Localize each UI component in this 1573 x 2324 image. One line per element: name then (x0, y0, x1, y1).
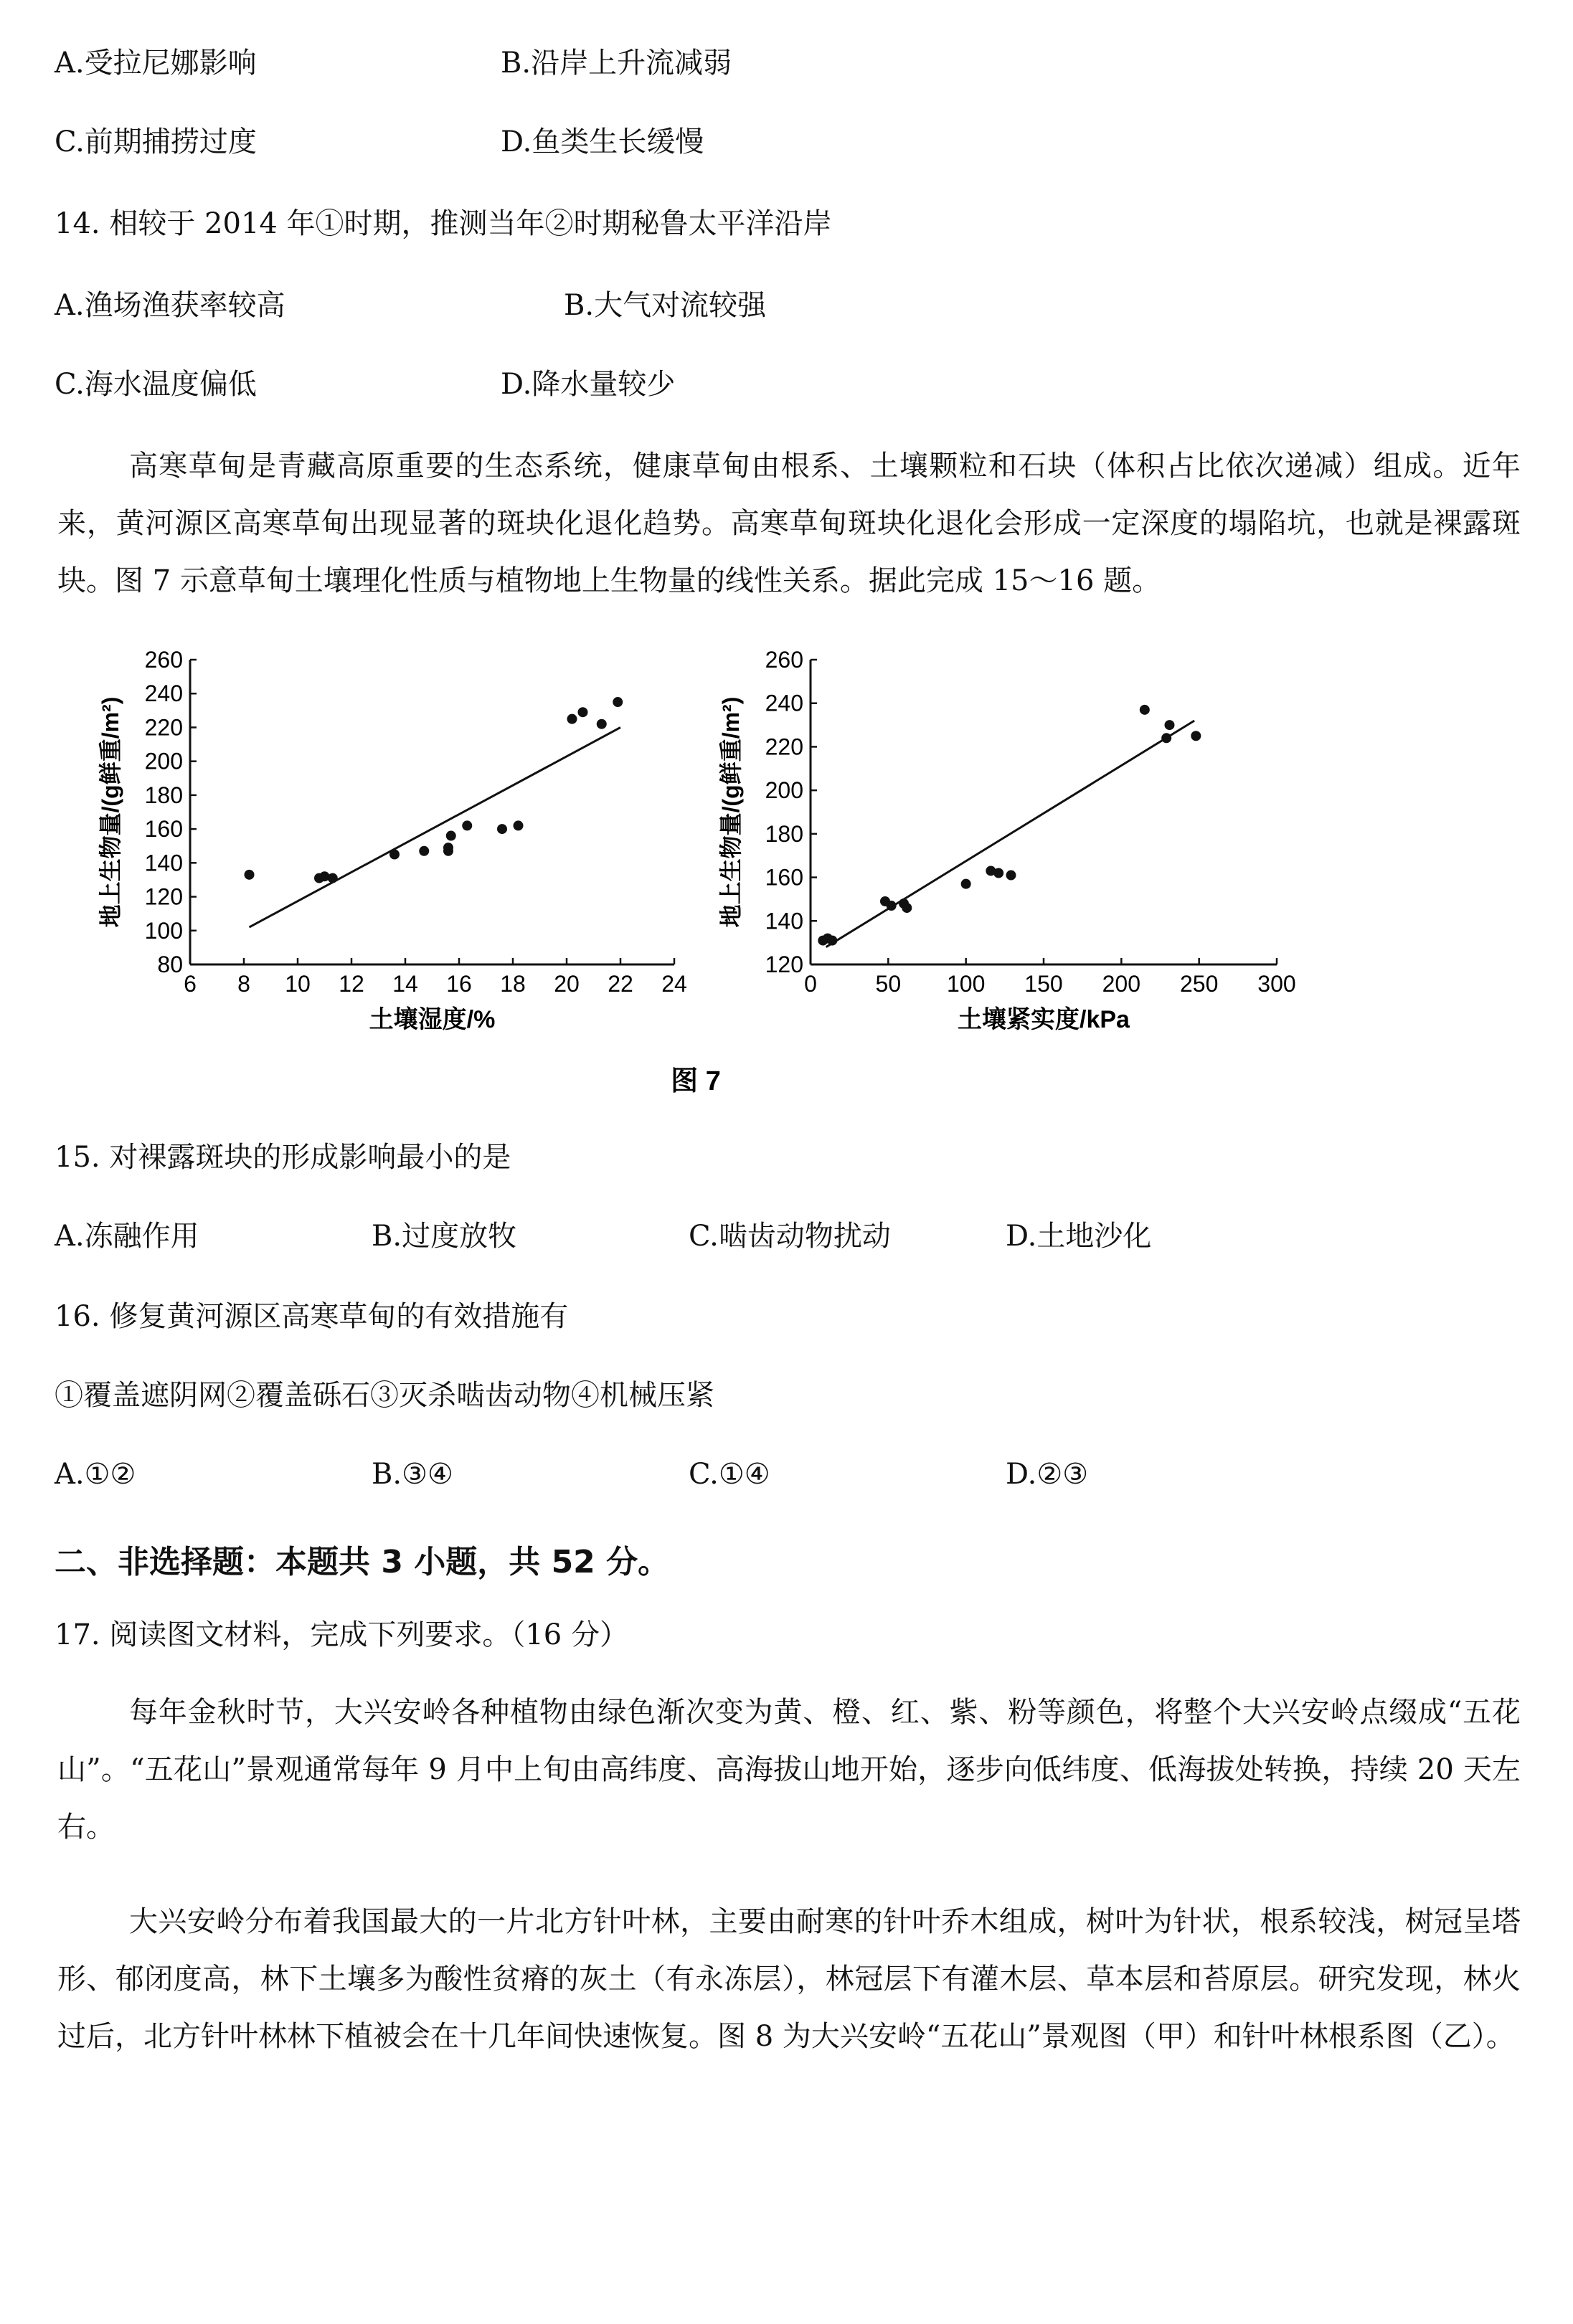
q16-option-c: C.①④ (689, 1458, 770, 1491)
x-tick-label: 22 (608, 971, 633, 997)
figure-caption: 图 7 (671, 1066, 721, 1096)
data-point (245, 870, 255, 880)
y-tick-label: 220 (765, 734, 803, 760)
q16-stem: 16. 修复黄河源区高寒草甸的有效措施有 (55, 1300, 569, 1333)
y-tick-label: 180 (144, 782, 183, 808)
x-tick-label: 200 (1102, 971, 1141, 997)
x-tick-label: 8 (237, 971, 250, 997)
figure-7 (65, 631, 1356, 1104)
figure-7-svg (65, 631, 1356, 1104)
x-tick-label: 150 (1024, 971, 1063, 997)
x-tick-label: 250 (1179, 971, 1219, 997)
q13-option-c: C.前期捕捞过度 (55, 125, 257, 158)
y-tick-label: 220 (144, 714, 183, 741)
x-tick-label: 100 (946, 971, 986, 997)
y-tick-label: 160 (765, 864, 803, 891)
y-axis-label: 地上生物量/(g鲜重/m²) (718, 696, 744, 928)
q14-option-c: C.海水温度偏低 (55, 368, 257, 401)
q17-paragraph-1: 每年金秋时节，大兴安岭各种植物由绿色渐次变为黄、橙、红、紫、粉等颜色，将整个大兴安岭点缀成“五花山”。“五花山”景观通常每年 9 月中上旬由高纬度、高海拔山地开始，逐步向低纬度、低海拔处转换，持续 20 天左右。 (57, 1696, 1521, 1844)
q15-option-d: D.土地沙化 (1006, 1220, 1152, 1253)
x-tick-label: 12 (339, 971, 364, 997)
data-point (961, 879, 971, 889)
y-tick-label: 160 (144, 816, 183, 843)
chart-soil-moisture (98, 647, 687, 1033)
data-point (887, 901, 897, 911)
data-point (613, 697, 623, 707)
x-tick-label: 10 (285, 971, 311, 997)
q15-option-b: B.过度放牧 (372, 1220, 517, 1253)
y-tick-label: 80 (157, 952, 183, 977)
passage-15-16: 高寒草甸是青藏高原重要的生态系统，健康草甸由根系、土壤颗粒和石块（体积占比依次递减）组成。近年来，黄河源区高寒草甸出现显著的斑块化退化趋势。高寒草甸斑块化退化会形成一定深度的塌陷坑，也就是裸露斑块。图 7 示意草甸土壤理化性质与植物地上生物量的线性关系。据此完成 15～16 题。 (57, 450, 1521, 597)
q16-option-b: B.③④ (372, 1458, 453, 1491)
y-tick-label: 120 (144, 883, 183, 910)
y-tick-label: 260 (144, 647, 183, 673)
y-tick-label: 260 (765, 647, 803, 673)
data-point (514, 820, 524, 830)
q13-option-a: A.受拉尼娜影响 (55, 47, 257, 80)
x-axis-label: 土壤湿度/% (369, 1006, 496, 1033)
x-tick-label: 20 (554, 971, 580, 997)
x-tick-label: 300 (1257, 971, 1296, 997)
data-point (597, 719, 607, 729)
q16-option-d: D.②③ (1006, 1458, 1089, 1491)
data-point (419, 846, 429, 856)
y-tick-label: 140 (144, 850, 183, 876)
q17-stem: 17. 阅读图文材料，完成下列要求。（16 分） (55, 1618, 628, 1651)
y-tick-label: 180 (765, 820, 803, 847)
section-2-heading: 二、非选择题：本题共 3 小题，共 52 分。 (55, 1544, 670, 1580)
q14-option-a: A.渔场渔获率较高 (55, 289, 285, 322)
data-point (446, 831, 456, 841)
x-tick-label: 50 (875, 971, 902, 997)
q17-paragraph-2: 大兴安岭分布着我国最大的一片北方针叶林，主要由耐寒的针叶乔木组成，树叶为针状，根系较浅，树冠呈塔形、郁闭度高，林下土壤多为酸性贫瘠的灰土（有永冻层），林冠层下有灌木层、草本层和苔原层。研究发现，林火过后，北方针叶林林下植被会在十几年间快速恢复。图 8 为大兴安岭“五花山”景观图（甲）和针叶林根系图（乙）。 (57, 1905, 1521, 2053)
y-tick-label: 240 (765, 690, 803, 716)
y-tick-label: 200 (144, 748, 183, 774)
x-tick-label: 0 (804, 971, 817, 997)
x-tick-label: 16 (446, 971, 472, 997)
q15-option-a: A.冻融作用 (55, 1220, 199, 1253)
q15-option-c: C.啮齿动物扰动 (689, 1220, 891, 1253)
q14-stem: 14. 相较于 2014 年①时期，推测当年②时期秘鲁太平洋沿岸 (55, 207, 832, 240)
data-point (567, 714, 577, 724)
x-tick-label: 14 (392, 971, 418, 997)
data-point (462, 820, 472, 830)
y-tick-label: 120 (765, 952, 803, 977)
data-point (902, 903, 912, 913)
data-point (827, 936, 837, 946)
x-tick-label: 6 (184, 971, 197, 997)
trend-line (826, 721, 1195, 947)
q14-option-b: B.大气对流较强 (564, 289, 767, 322)
data-point (443, 843, 453, 853)
x-axis-label: 土壤紧实度/kPa (958, 1006, 1130, 1033)
y-tick-label: 240 (144, 680, 183, 707)
data-point (497, 824, 507, 834)
x-tick-label: 24 (661, 971, 687, 997)
q13-option-d: D.鱼类生长缓慢 (501, 125, 704, 158)
data-point (328, 873, 338, 883)
q16-items: ①覆盖遮阴网②覆盖砾石③灭杀啮齿动物④机械压紧 (55, 1379, 714, 1412)
data-point (1165, 720, 1175, 730)
y-tick-label: 140 (765, 908, 803, 934)
data-point (1140, 705, 1150, 715)
x-tick-label: 18 (500, 971, 526, 997)
data-point (1191, 731, 1201, 741)
y-axis-label: 地上生物量/(g鲜重/m²) (98, 696, 123, 928)
trend-line (250, 727, 621, 927)
y-tick-label: 100 (144, 917, 183, 944)
chart-soil-compaction (718, 647, 1296, 1033)
q14-option-d: D.降水量较少 (501, 368, 676, 401)
q15-stem: 15. 对裸露斑块的形成影响最小的是 (55, 1141, 511, 1174)
data-point (578, 707, 588, 717)
q16-option-a: A.①② (55, 1458, 136, 1491)
data-point (1006, 871, 1016, 881)
data-point (389, 850, 400, 860)
data-point (993, 868, 1003, 878)
q13-option-b: B.沿岸上升流减弱 (501, 47, 732, 80)
y-tick-label: 200 (765, 777, 803, 804)
data-point (1161, 733, 1171, 743)
